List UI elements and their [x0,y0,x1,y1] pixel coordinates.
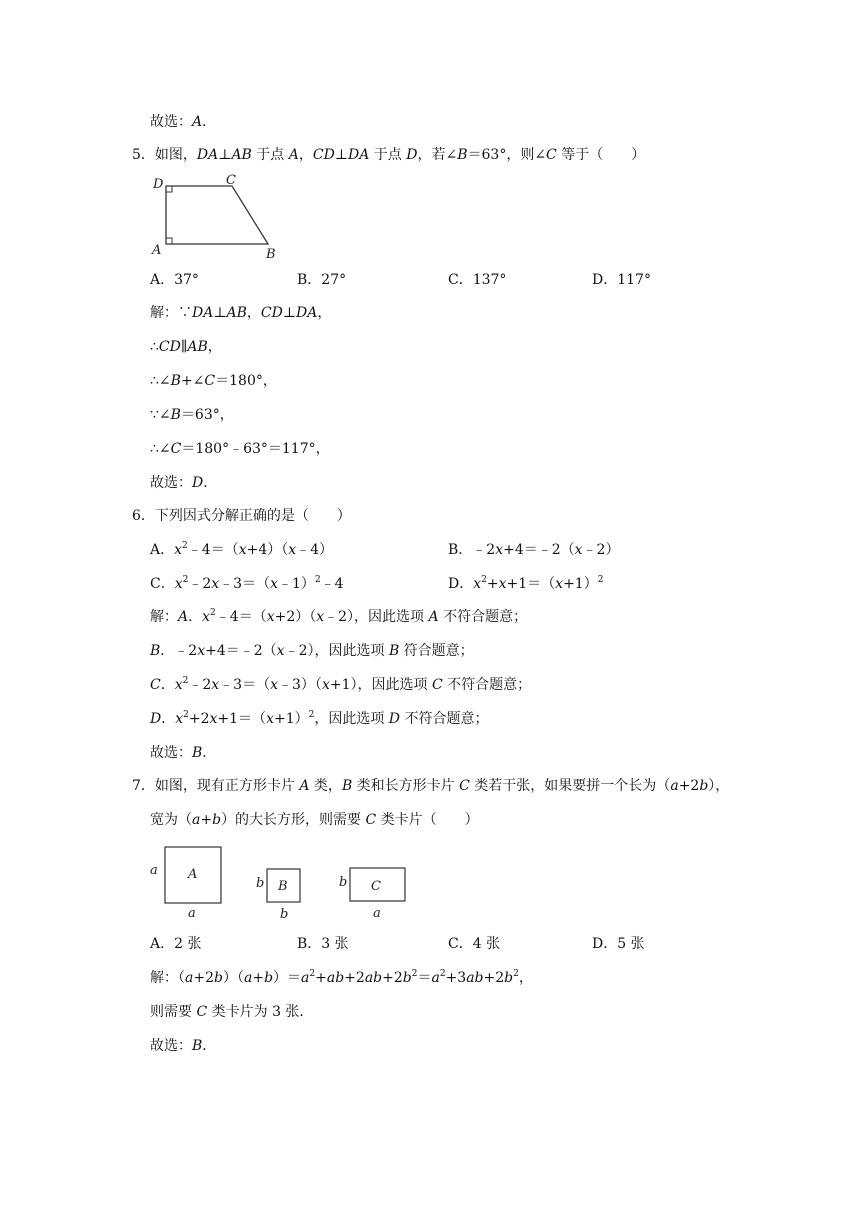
q5-option-d: D．117° [592,272,651,288]
q6-option-c: C．$x^2﹣2x﹣3=(x﹣1)^2﹣4$ [150,575,344,592]
q6-solution-line: D．$x^2+2x+1=(x+1)^2$，因此选项 D 不符合题意； [150,710,489,727]
card-b-bottom-label: b [280,907,289,922]
card-c-label: C [371,879,381,894]
q5-label-D: D [153,177,164,192]
q6-solution-line: C．$x^2﹣2x﹣3=(x﹣3)(x+1)$，因此选项 C 不符合题意； [150,676,532,693]
card-c-side-label: b [339,875,348,890]
card-b-label: B [278,879,288,894]
q7-option-d: D．5 张 [592,936,645,952]
card-b-side-label: b [256,876,265,891]
q5-label-B: B [266,247,276,262]
card-c-bottom-label: a [373,906,381,921]
q5-option-b: B．27° [297,272,347,288]
card-a-bottom-label: a [188,906,196,921]
q5-solution-line: ∴∠C＝180°﹣63°＝117°， [150,441,330,457]
q6-solution-line: B．﹣2x+4＝﹣2（x﹣2），因此选项 B 符合题意； [150,643,474,659]
q5-label-A: A [152,243,162,258]
q7-cards-figure [145,840,415,922]
q5-option-c: C．137° [448,272,507,288]
q5-solution-line: ∴∠B+∠C＝180°， [150,373,277,389]
q5-solution-line: ∵∠B＝63°， [150,407,234,423]
q6-option-b: B．﹣2x+4＝﹣2（x﹣2） [448,542,620,558]
q7-stem-line1: 7．如图，现有正方形卡片 A 类，B 类和长方形卡片 C 类若干张，如果要拼一个长为（a+2b）， [132,778,730,794]
q4-answer: 故选：A． [150,114,217,130]
q6-option-a: A．$x^2﹣4=(x+4)(x﹣4)$ [150,541,334,558]
q5-stem: 5．如图，DA⊥AB 于点 A，CD⊥DA 于点 D，若∠B＝63°，则∠C 等于（ ） [132,147,646,163]
q7-stem-line2: 宽为（a+b）的大长方形，则需要 C 类卡片（ ） [150,812,479,828]
q5-solution-line: ∴CD∥AB， [150,339,222,355]
card-a-label: A [188,867,198,882]
q7-option-b: B．3 张 [297,936,349,952]
q5-answer: 故选：D． [150,475,218,491]
q5-trapezoid-figure [148,170,288,262]
q7-solution-line: 解：$(a+2b)(a+b)=a^2+ab+2ab+2b^2=a^2+3ab+2b^2$， [150,969,533,986]
q5-label-C: C [226,173,236,188]
card-a-side-label: a [150,863,158,878]
q5-solution-line: 解：∵DA⊥AB，CD⊥DA， [150,305,332,321]
q7-option-a: A．2 张 [150,936,202,952]
q6-answer: 故选：B． [150,745,217,761]
q6-solution-line: 解：A．$x^2﹣4=(x+2)(x﹣2)$，因此选项 A 不符合题意； [150,608,528,625]
q5-option-a: A．37° [150,272,199,288]
q7-option-c: C．4 张 [448,936,501,952]
q6-option-d: D．$x^2+x+1=(x+1)^2$ [448,575,604,592]
q7-solution-line: 则需要 C 类卡片为 3 张． [150,1004,314,1020]
q6-stem: 6．下列因式分解正确的是（ ） [132,508,351,524]
q7-answer: 故选：B． [150,1038,217,1054]
